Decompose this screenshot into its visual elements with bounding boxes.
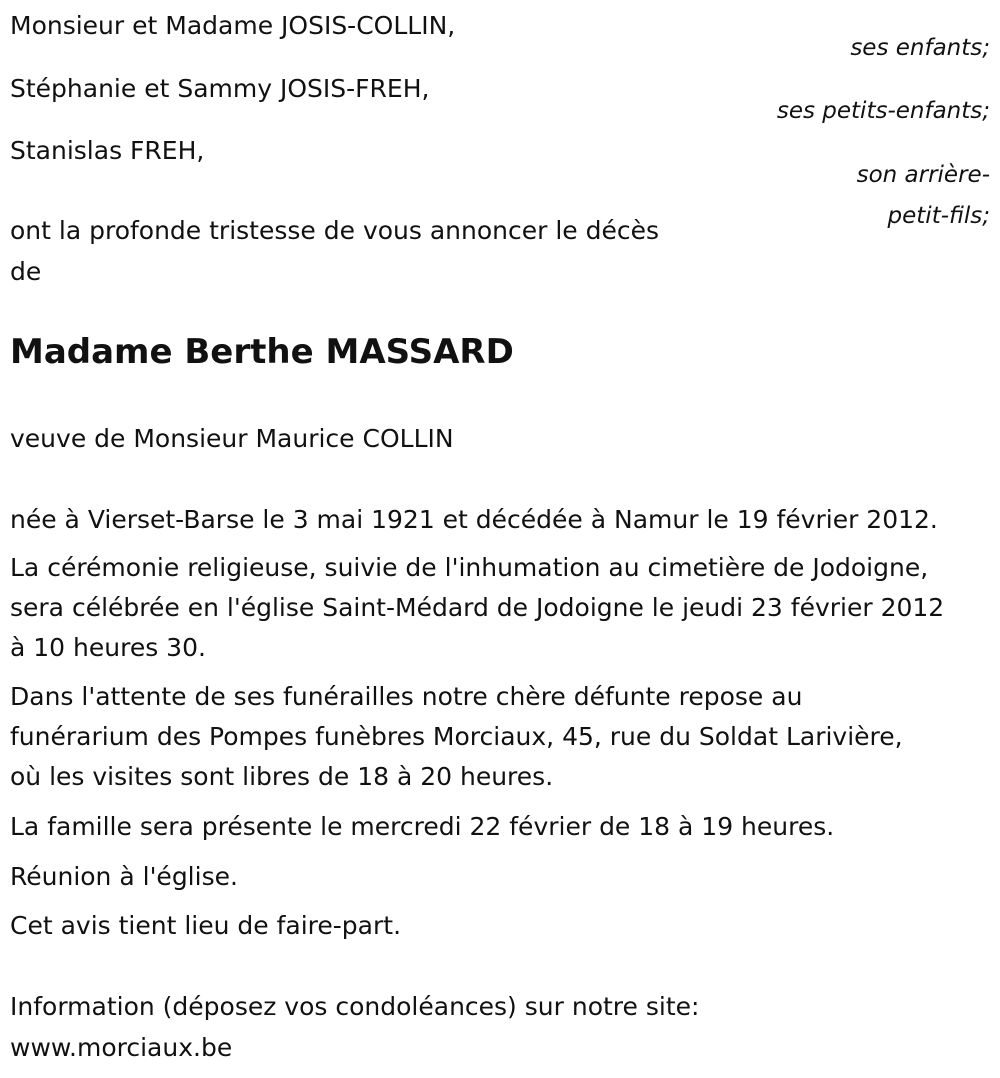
family-children: Monsieur et Madame JOSIS-COLLIN,: [10, 11, 456, 40]
announcement-line1: ont la profonde tristesse de vous annoncer le décès: [10, 216, 660, 245]
visitation-line1: Dans l'attente de ses funérailles notre chère défunte repose au: [10, 682, 803, 711]
announcement-line2: de: [10, 257, 42, 286]
family-grandchildren: Stéphanie et Sammy JOSIS-FREH,: [10, 74, 430, 103]
visitation-line3: où les visites sont libres de 18 à 20 heures.: [10, 762, 554, 791]
family-presence: La famille sera présente le mercredi 22 février de 18 à 19 heures.: [10, 812, 835, 841]
birth-death: née à Vierset-Barse le 3 mai 1921 et décédée à Namur le 19 février 2012.: [10, 505, 938, 534]
meeting: Réunion à l'église.: [10, 862, 238, 891]
family-children-role: ses enfants;: [850, 35, 990, 61]
deceased-name: Madame Berthe MASSARD: [10, 332, 514, 372]
family-great-grandchild-role-line2: petit-fils;: [887, 203, 990, 229]
widow-of: veuve de Monsieur Maurice COLLIN: [10, 424, 454, 453]
notice: Cet avis tient lieu de faire-part.: [10, 911, 402, 940]
ceremony-paragraph: [10, 548, 1000, 668]
family-grandchildren-role: ses petits-enfants;: [776, 98, 990, 124]
visitation-paragraph: [10, 677, 1000, 797]
ceremony-line1: La cérémonie religieuse, suivie de l'inhumation au cimetière de Jodoigne,: [10, 553, 929, 582]
ceremony-line3: à 10 heures 30.: [10, 633, 206, 662]
family-great-grandchild-role-line1: son arrière-: [856, 162, 990, 188]
info-line: Information (déposez vos condoléances) sur notre site:: [10, 992, 700, 1021]
family-great-grandchild: Stanislas FREH,: [10, 136, 205, 165]
visitation-line2: funérarium des Pompes funèbres Morciaux, 45, rue du Soldat Larivière,: [10, 722, 903, 751]
website-link[interactable]: www.morciaux.be: [10, 1033, 233, 1062]
ceremony-line2: sera célébrée en l'église Saint-Médard de Jodoigne le jeudi 23 février 2012: [10, 593, 945, 622]
